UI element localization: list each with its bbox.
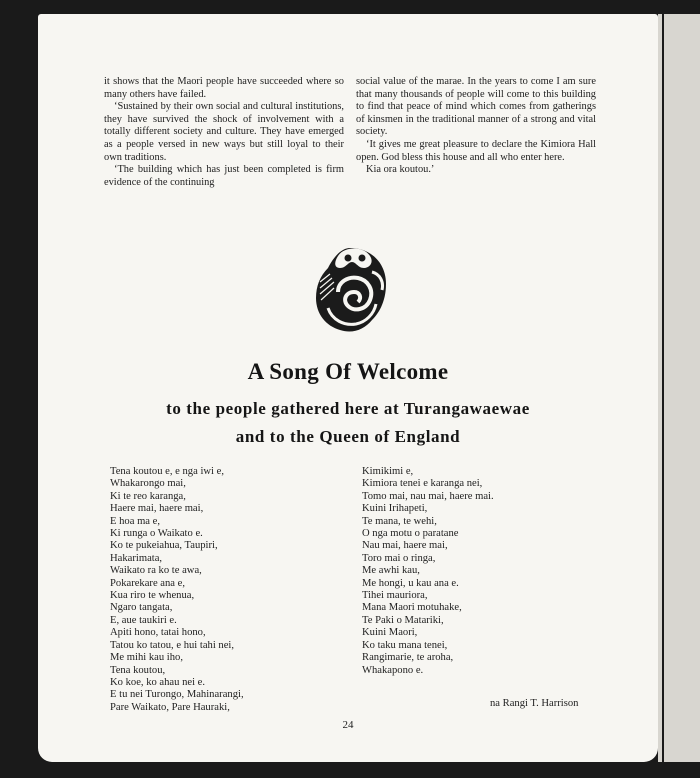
verse-line: Kuini Irihapeti, (362, 503, 428, 515)
verse-line: Ngaro tangata, (110, 602, 173, 614)
verse-line: Tihei mauriora, (362, 590, 428, 602)
verse-line: Tena koutou, (110, 664, 166, 676)
verse-line: Kimikimi e, (362, 466, 414, 477)
document-page (38, 14, 658, 762)
verse-line: Ki runga o Waikato e. (110, 528, 203, 540)
verse-line: O nga motu o paratane (362, 528, 459, 540)
verse-line: Me hongi, u kau ana e. (362, 577, 459, 589)
verse-line: Kuini Maori, (362, 627, 418, 639)
verse-line: Toro mai o ringa, (362, 552, 436, 564)
verse-line: Pokarekare ana e, (110, 577, 185, 589)
verse-line: Nau mai, haere mai, (362, 540, 448, 552)
prose-paragraph: ‘Sustained by their own social and cultural institutions, they have survived the shock of involvement with a totally different society and culture. They have emerged as a people versed in new ways but still loyal to their own traditions. (104, 101, 344, 163)
facing-page-edge (658, 14, 700, 762)
verse-line: E tu nei Turongo, Mahinarangi, (110, 689, 244, 701)
verse-line: Tena koutou e, e nga iwi e, (110, 466, 224, 477)
prose-paragraph: ‘It gives me great pleasure to declare the Kimiora Hall open. God bless this house and all who enter here. (356, 138, 596, 163)
verse-line: Apiti hono, tatai hono, (110, 627, 206, 639)
koru-tiki-emblem-icon (308, 242, 392, 338)
song-subtitle-line-1: to the people gathered here at Turangawaewae (166, 399, 530, 418)
page-number: 24 (342, 719, 354, 731)
verse-line: Whakarongo mai, (110, 478, 186, 490)
verse-line: Tatou ko tatou, e hui tahi nei, (110, 639, 235, 651)
verse-line: Ko koe, ko ahau nei e. (110, 676, 206, 688)
song-attribution: na Rangi T. Harrison (490, 698, 579, 709)
song-verse-right (362, 466, 494, 677)
verse-line: E hoa ma e, (110, 515, 161, 527)
verse-line: Me awhi kau, (362, 565, 420, 577)
verse-line: Haere mai, haere mai, (110, 503, 204, 515)
verse-line: Pare Waikato, Pare Hauraki, (110, 701, 230, 713)
verse-line: Tomo mai, nau mai, haere mai. (362, 490, 494, 502)
verse-line: Whakapono e. (362, 664, 424, 676)
verse-line: Ko te pukeiahua, Taupiri, (110, 540, 218, 552)
verse-line: Ki te reo karanga, (110, 490, 186, 502)
verse-line: Kimiora tenei e karanga nei, (362, 478, 483, 490)
verse-line: Mana Maori motuhake, (362, 602, 462, 614)
prose-paragraph: it shows that the Maori people have succeeded where so many others have failed. (104, 76, 344, 100)
verse-line: E, aue taukiri e. (110, 614, 177, 626)
verse-line: Rangimarie, te aroha, (362, 652, 454, 664)
verse-line: Me mihi kau iho, (110, 652, 183, 664)
prose-paragraph: ‘The building which has just been completed is firm evidence of the continuing (104, 164, 344, 188)
prose-paragraph: social value of the marae. In the years to come I am sure that many thousands of people will come to this building to find that peace of mind which comes from gatherings of kinsmen in the traditional manner of a strong and vital society. (356, 76, 596, 138)
song-verse-left (110, 466, 244, 714)
verse-line: Hakarimata, (110, 552, 163, 564)
verse-line: Waikato ra ko te awa, (110, 565, 202, 577)
verse-line: Ko taku mana tenei, (362, 639, 448, 651)
verse-line: Te mana, te wehi, (362, 515, 437, 527)
verse-line: Te Paki o Matariki, (362, 614, 444, 626)
song-title: A Song Of Welcome (247, 359, 449, 384)
prose-column-right (356, 76, 596, 177)
verse-line: Kua riro te whenua, (110, 590, 195, 602)
prose-column-left (104, 76, 344, 189)
song-subtitle-line-2: and to the Queen of England (235, 427, 461, 446)
prose-paragraph: Kia ora koutou.’ (366, 164, 435, 176)
